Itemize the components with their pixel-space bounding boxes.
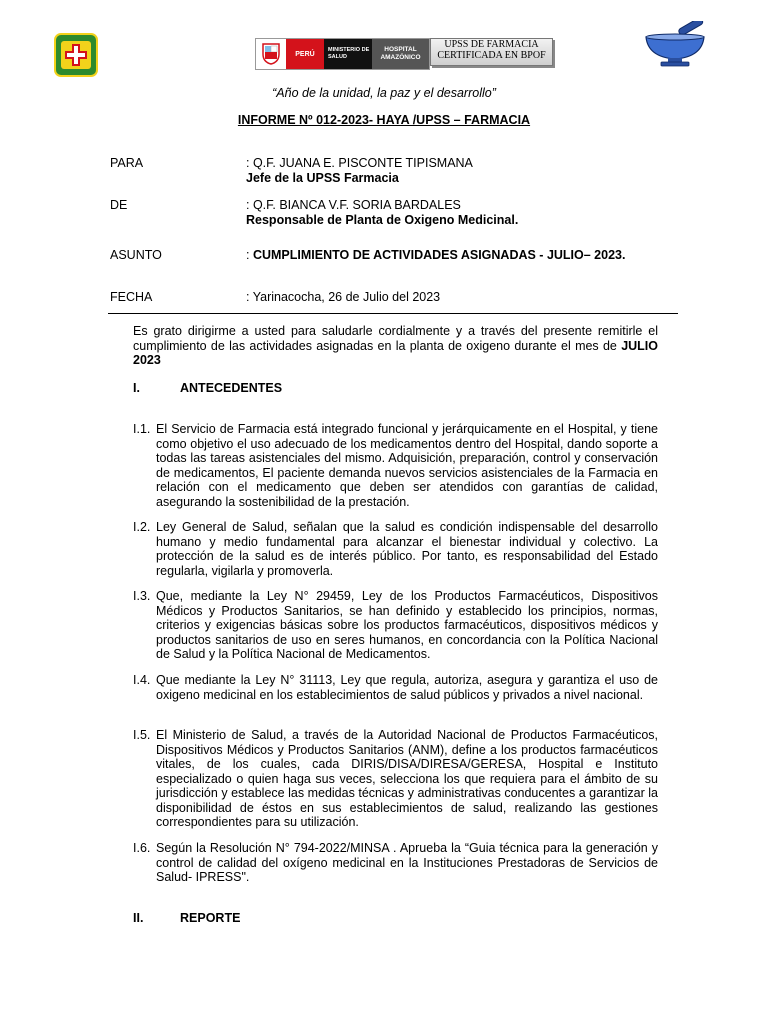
item-number: I.3. [133,589,151,603]
item-text: Que mediante la Ley N° 31113, Ley que regula, autoriza, asegura y garantiza el uso de oxigeno medicinal en los establecimientos de salud públicos y privados a nivel nacional. [156,673,658,702]
item-number: I.1. [133,422,151,436]
ministry-label: MINISTERIO DE SALUD [324,39,372,69]
year-motto: “Año de la unidad, la paz y el desarrollo” [272,86,496,100]
item-text: El Servicio de Farmacia está integrado funcional y jerárquicamente en el Hospital, y tiene como objetivo el uso adecuado de los medicamentos dentro del Hospital, dando soporte a todas las tareas asistenciales del mismo. Adquisición, preparación, control y conservación de medicamentos, El paciente demanda nuevos servicios asistenciales de la Farmacia en relación con el medicamento que deben ser atendidos con garantías de calidad, asegurando la sostenibilidad de la prestación. [156,422,658,509]
item-number: I.6. [133,841,151,855]
intro-paragraph [133,324,658,368]
mortar-pestle-icon [644,21,708,67]
header-divider [108,313,678,314]
item-text: El Ministerio de Salud, a través de la Autoridad Nacional de Productos Farmacéuticos, Dispositivos Médicos y Productos Sanitarios (ANM), define a los productos farmacéuticos vitales, de los cuales, cada DIRIS/DISA/DIRESA/GERESA, Hospital e Instituto especializado o quien haga sus veces, selecciona los que requiera para el ámbito de su jurisdicción y establece las medidas técnicas y administrativas conducentes a garantizar la disponibilidad de éstos en sus establecimientos de salud, realizando las gestiones correspondientes para su utilización. [156,728,658,829]
section-title-reporte: REPORTE [180,911,241,925]
report-title: INFORME Nº 012-2023- HAYA /UPSS – FARMACIA [237,113,531,127]
para-label: PARA [110,156,144,170]
asunto-value [246,248,625,263]
de-value [246,198,518,228]
para-recipient: : Q.F. JUANA E. PISCONTE TIPISMANA [246,156,473,170]
coat-of-arms-icon [256,39,286,69]
fecha-label: FECHA [110,290,153,304]
section-number: I. [133,381,140,395]
de-label: DE [110,198,128,212]
intro-month: JULIO 2023 [133,338,658,367]
asunto-prefix: : [246,248,253,262]
section-number: II. [133,911,144,925]
intro-text: Es grato dirigirme a usted para saludarle cordialmente y a través del presente remitirle el cumplimiento de las actividades asignadas en la planta de oxigeno durante el mes de [133,324,658,353]
upss-certification-badge: UPSS DE FARMACIA CERTIFICADA EN BPOF [430,38,553,66]
hospital-cross-logo-icon [54,33,98,77]
item-number: I.4. [133,673,151,687]
item-text: Según la Resolución N° 794-2022/MINSA . Aprueba la “Guia técnica para la generación y control de calidad del oxígeno medicinal en la Instituciones Prestadoras de Servicios de Salud- IPRESS". [156,841,658,884]
item-text: Ley General de Salud, señalan que la salud es condición indispensable del desarrollo humano y medio fundamental para alcanzar el bienestar individual y colectivo. La protección de la salud es de interés público. Por tanto, es responsabilidad del Estado regularla, vigilarla y promoverla. [156,520,658,578]
section-title-antecedentes: ANTECEDENTES [180,381,283,395]
item-number: I.2. [133,520,151,534]
asunto-subject: CUMPLIMIENTO DE ACTIVIDADES ASIGNADAS - JULIO– 2023. [252,248,626,262]
de-role: Responsable de Planta de Oxigeno Medicinal. [246,213,519,227]
hospital-label: HOSPITAL AMAZÓNICO [372,39,429,69]
para-role: Jefe de la UPSS Farmacia [246,171,399,185]
fecha-value: : Yarinacocha, 26 de Julio del 2023 [246,290,441,304]
asunto-label: ASUNTO [110,248,162,262]
item-text: Que, mediante la Ley N° 29459, Ley de los Productos Farmacéuticos, Dispositivos Médicos y Productos Sanitarios, se han definido y establecido los principios, normas, criterios y exigencias básicas sobre los productos farmacéuticos, dispositivos médicos y productos sanitarios de uso en seres humanos, en concordancia con la Política Nacional de Salud y la Política Nacional de Medicamentos. [156,589,658,661]
para-value [246,156,473,186]
country-label: PERÚ [286,39,324,69]
item-number: I.5. [133,728,151,742]
de-sender: : Q.F. BIANCA V.F. SORIA BARDALES [246,198,461,212]
government-banner [255,38,430,70]
